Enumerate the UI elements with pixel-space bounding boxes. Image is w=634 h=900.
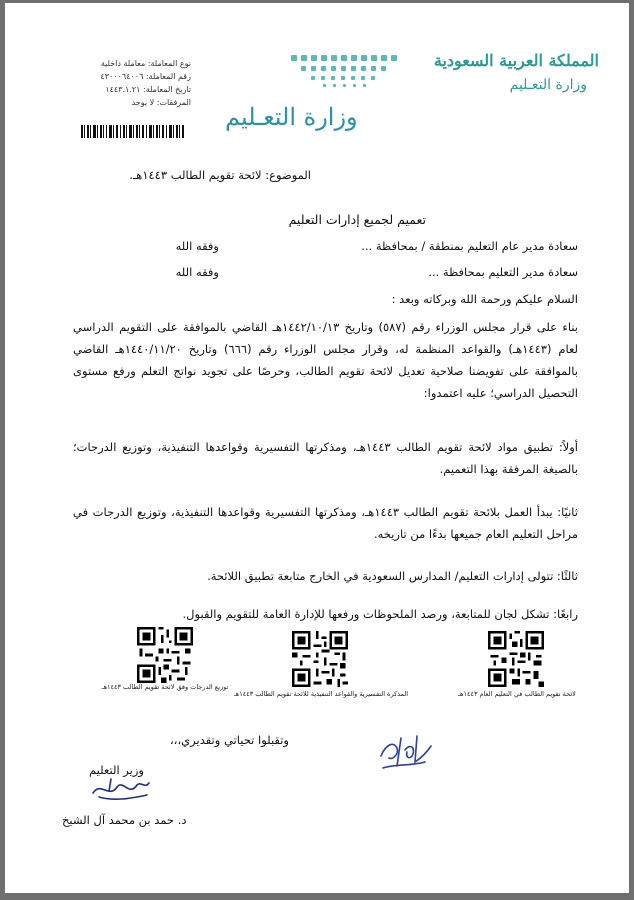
meta-attachments: المرفقات: لا يوجد: [131, 98, 191, 107]
meta-type: نوع المعاملة: معاملة داخلية: [100, 59, 191, 68]
transaction-meta: [81, 57, 191, 109]
item-fourth: رابعًا: تشكل لجان للمتابعة، ورصد الملحوظات ورفعها للإدارة العامة للتقويم والقبول.: [182, 607, 578, 621]
intro-paragraph: بناء على قرار مجلس الوزراء رقم (٥٨٧) وتاريخ ١٤٤٢/١٠/١٣هـ القاضي بالموافقة على التقويم الدراسي لعام (١٤٤٣هـ) والقواعد المنظمة له، وقرار مجلس الوزراء رقم (٦٦٦) وتاريخ ١٤٤٠/١١/٢٠هـ القاضي بالموافقة على تفويضنا صلاحية تعديل لائحة تقويم الطالب، وحرصًا على تجويد نواتج التعلم ورفع مستوى التحصيل الدراسي؛ عليه اعتمدوا:: [73, 320, 579, 400]
recipient-1: سعادة مدير عام التعليم بمنطقة / بمحافظة ...: [361, 239, 578, 253]
qr-caption-3: توزيع الدرجات وفق لائحة تقويم الطالب ١٤٤٣هـ: [101, 683, 229, 691]
qr-code-icon[interactable]: [292, 631, 348, 687]
logo-wordmark: وزارة التعـليم: [225, 103, 358, 131]
closing-line: وتقبلوا تحياتي وتقديري،،،: [170, 733, 289, 747]
minister-title: وزير التعليم: [89, 763, 144, 777]
meta-date: تاريخ المعاملة: ١٤٤٣.١.٢١: [105, 85, 191, 94]
qr-code-icon[interactable]: [488, 631, 544, 687]
signature-icon: [89, 775, 155, 805]
salutation: السلام عليكم ورحمة الله وبركاته وبعد :: [391, 292, 578, 306]
ministry-name: وزارة التعـليم: [509, 77, 587, 93]
kingdom-name: المملكة العربية السعودية: [433, 51, 599, 70]
item-third: ثالثًا: تتولى إدارات التعليم/ المدارس السعودية في الخارج متابعة تطبيق اللائحة.: [207, 569, 578, 583]
qr-caption-2: المذكرة التفسيرية والقواعد التنفيذية للائحة تقويم الطالب ١٤٤٣هـ: [233, 690, 409, 698]
subject-line: الموضوع: لائحة تقويم الطالب ١٤٤٣هـ.: [129, 168, 311, 182]
recipient-2: سعادة مدير التعليم بمحافظة ...: [428, 265, 578, 279]
barcode: [81, 123, 185, 136]
handwritten-initials-icon: [375, 728, 437, 776]
meta-number: رقم المعاملة: ٤٣٠٠٠٦٤٠٠٦: [100, 72, 191, 81]
document-page: [5, 3, 629, 893]
ministry-logo-icon: [287, 53, 407, 93]
circular-title: تعميم لجميع إدارات التعليم: [288, 212, 426, 227]
recipient-2-greeting: وفقه الله: [175, 265, 219, 279]
item-first: أولاً: تطبيق مواد لائحة تقويم الطالب ١٤٤٣هـ، ومذكرتها التفسيرية وقواعدها التنفيذية، وتوزيع الدرجات؛ بالصيغة المرفقة بهذا التعميم.: [73, 440, 578, 476]
item-second: ثانيًا: يبدأ العمل بلائحة تقويم الطالب ١٤٤٣هـ، ومذكرتها التفسيرية وقواعدها التنفيذية، وتوزيع الدرجات في مراحل التعليم العام جميعها بدءًا من تاريخه.: [73, 505, 579, 541]
recipient-1-greeting: وفقه الله: [175, 239, 219, 253]
qr-caption-1: لائحة تقويم الطالب في التعليم العام ١٤٤٣هـ: [458, 690, 576, 698]
qr-code-icon[interactable]: [137, 627, 193, 683]
minister-name: د. حمد بن محمد آل الشيخ: [62, 813, 187, 827]
